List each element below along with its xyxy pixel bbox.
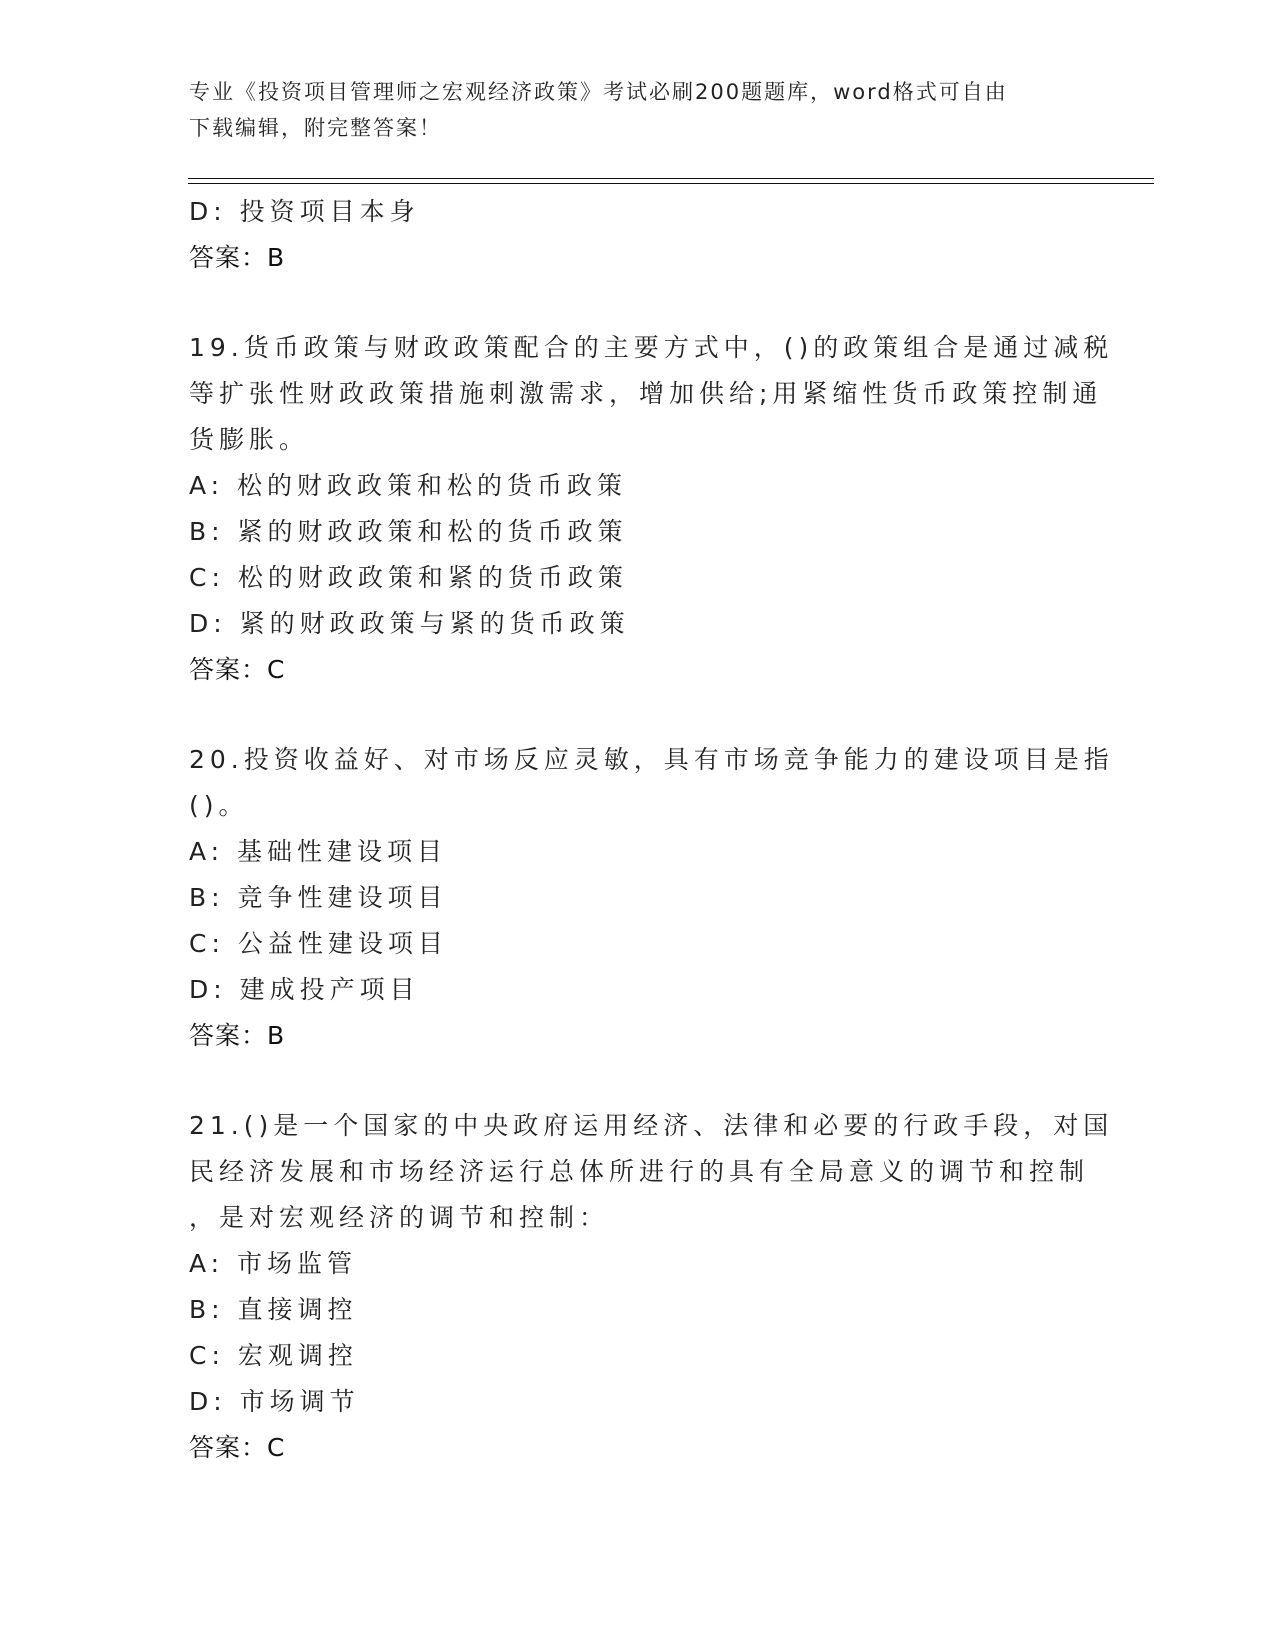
question-content: [189, 189, 1114, 1471]
q21-option-d: D: 市场调节: [189, 1387, 360, 1416]
q20-option-d: D: 建成投产项目: [189, 975, 420, 1004]
q20-option-b: B: 竞争性建设项目: [189, 883, 448, 912]
q21-text-line-1: 21.()是一个国家的中央政府运用经济、法律和必要的行政手段，对国: [189, 1111, 1114, 1140]
q20-answer: 答案：B: [189, 1021, 286, 1050]
header-divider-thin: [188, 183, 1154, 184]
q21-text-line-3: ，是对宏观经济的调节和控制：: [189, 1203, 610, 1232]
header-line-1: 专业《投资项目管理师之宏观经济政策》考试必刷200题题库，word格式可自由: [189, 80, 1008, 104]
spacer: [189, 281, 1089, 325]
document-header: [189, 74, 1069, 146]
header-line-2: 下载编辑，附完整答案！: [189, 116, 442, 140]
q21-question-text: [189, 1103, 1114, 1241]
q21-answer: 答案：C: [189, 1433, 286, 1462]
q19-option-c: C: 松的财政政策和紧的货币政策: [189, 563, 628, 592]
q21-text-line-2: 民经济发展和市场经济运行总体所进行的具有全局意义的调节和控制: [189, 1157, 1090, 1186]
q21-option-a: A: 市场监管: [189, 1249, 358, 1278]
q20-question-text: [189, 737, 1114, 829]
q19-option-a: A: 松的财政政策和松的货币政策: [189, 471, 628, 500]
q19-answer: 答案：C: [189, 655, 286, 684]
spacer: [189, 693, 1089, 737]
q21-option-c: C: 宏观调控: [189, 1341, 358, 1370]
q20-text-line-1: 20.投资收益好、对市场反应灵敏，具有市场竞争能力的建设项目是指: [189, 745, 1114, 774]
q19-text-line-3: 货膨胀。: [189, 425, 310, 454]
q20-option-c: C: 公益性建设项目: [189, 929, 448, 958]
header-divider-thick: [188, 178, 1154, 179]
q19-question-text: [189, 325, 1114, 463]
q19-option-d: D: 紧的财政政策与紧的货币政策: [189, 609, 630, 638]
q19-option-b: B: 紧的财政政策和松的货币政策: [189, 517, 628, 546]
spacer: [189, 1059, 1089, 1103]
q20-text-line-2: ()。: [189, 791, 249, 820]
q19-text-line-2: 等扩张性财政政策措施刺激需求，增加供给;用紧缩性货币政策控制通: [189, 379, 1103, 408]
q18-option-d: D: 投资项目本身: [189, 197, 420, 226]
q20-option-a: A: 基础性建设项目: [189, 837, 448, 866]
q18-answer: 答案：B: [189, 243, 286, 272]
q21-option-b: B: 直接调控: [189, 1295, 358, 1324]
q19-text-line-1: 19.货币政策与财政政策配合的主要方式中，()的政策组合是通过减税: [189, 333, 1114, 362]
